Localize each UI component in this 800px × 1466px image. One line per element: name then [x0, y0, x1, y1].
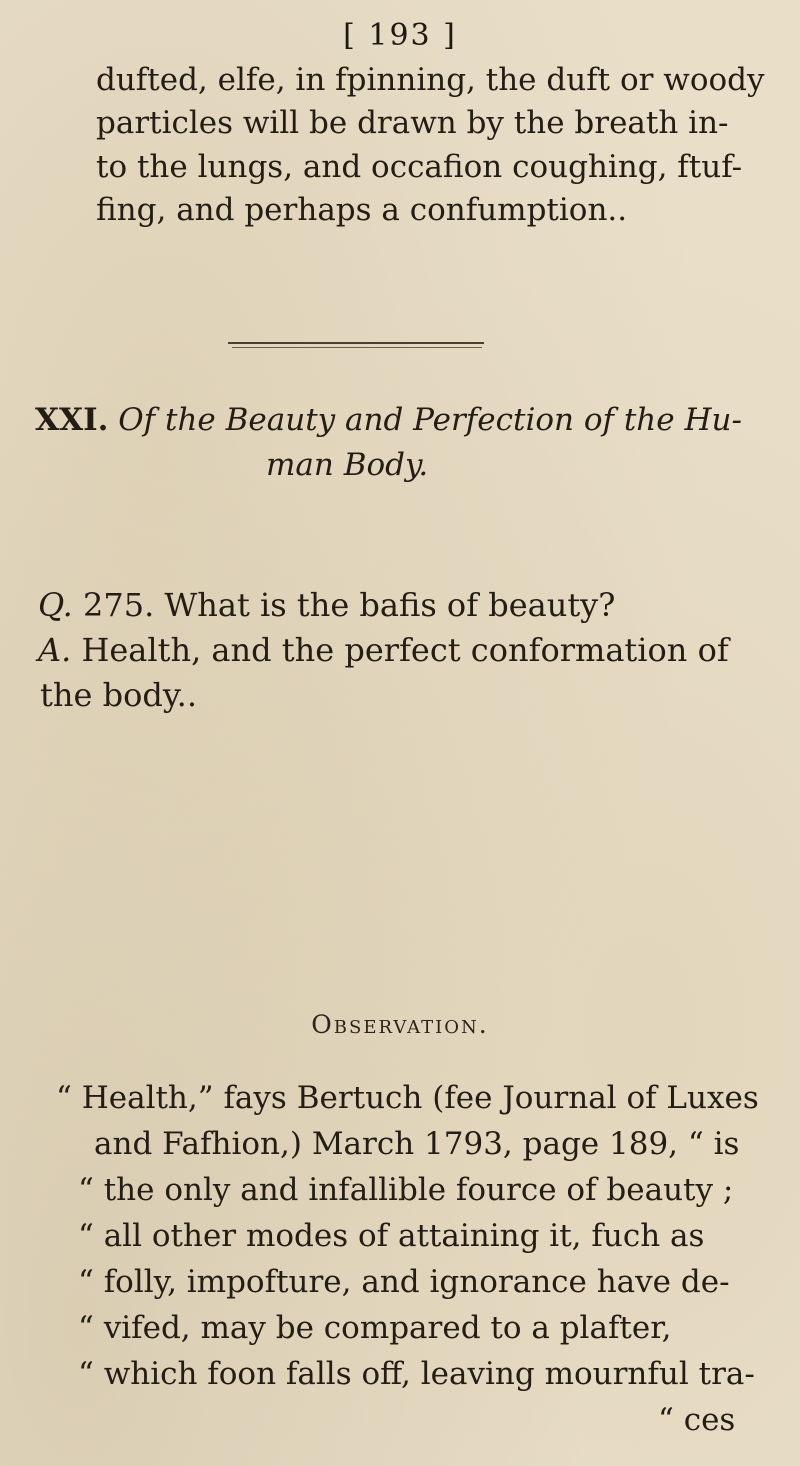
- catchword: “ ces: [658, 1402, 736, 1438]
- section-heading: [35, 400, 742, 440]
- answer: [38, 630, 729, 670]
- section-number: XXI.: [35, 402, 109, 438]
- question-label: Q.: [38, 586, 73, 624]
- answer-label: A.: [38, 631, 72, 669]
- quote-line: “ folly, impofture, and ignorance have de-: [78, 1264, 730, 1300]
- quote-line: “ the only and infallible fource of beauty ;: [78, 1172, 734, 1208]
- section-divider-thin: [232, 347, 482, 348]
- quote-line: “ all other modes of attaining it, fuch as: [78, 1218, 705, 1254]
- section-title: Of the Beauty and Perfection of the Hu-: [118, 402, 742, 438]
- page-number: [ 193 ]: [343, 18, 457, 53]
- text-line: to the lungs, and occafion coughing, ftuf-: [96, 149, 743, 185]
- quote-line: and Fafhion,) March 1793, page 189, “ is: [94, 1126, 740, 1162]
- answer-continued: the body..: [40, 676, 197, 714]
- answer-text: Health, and the perfect conformation of: [81, 631, 729, 669]
- quote-line: “ which foon falls off, leaving mournful tra-: [78, 1356, 755, 1392]
- text-line: fing, and perhaps a confumption..: [96, 192, 628, 228]
- question: [38, 585, 615, 625]
- quote-line: “ vifed, may be compared to a plafter,: [78, 1310, 672, 1346]
- text-line: particles will be drawn by the breath in-: [96, 105, 729, 141]
- text-line: dufted, elfe, in fpinning, the duft or woody: [96, 62, 765, 98]
- quote-line: “ Health,” fays Bertuch (fee Journal of Luxes: [56, 1080, 759, 1116]
- observation-heading: Observation.: [311, 1010, 489, 1039]
- section-divider: [228, 342, 484, 344]
- section-title-line2: man Body.: [266, 447, 429, 483]
- question-text: What is the bafis of beauty?: [164, 586, 616, 624]
- question-number: 275.: [82, 586, 155, 624]
